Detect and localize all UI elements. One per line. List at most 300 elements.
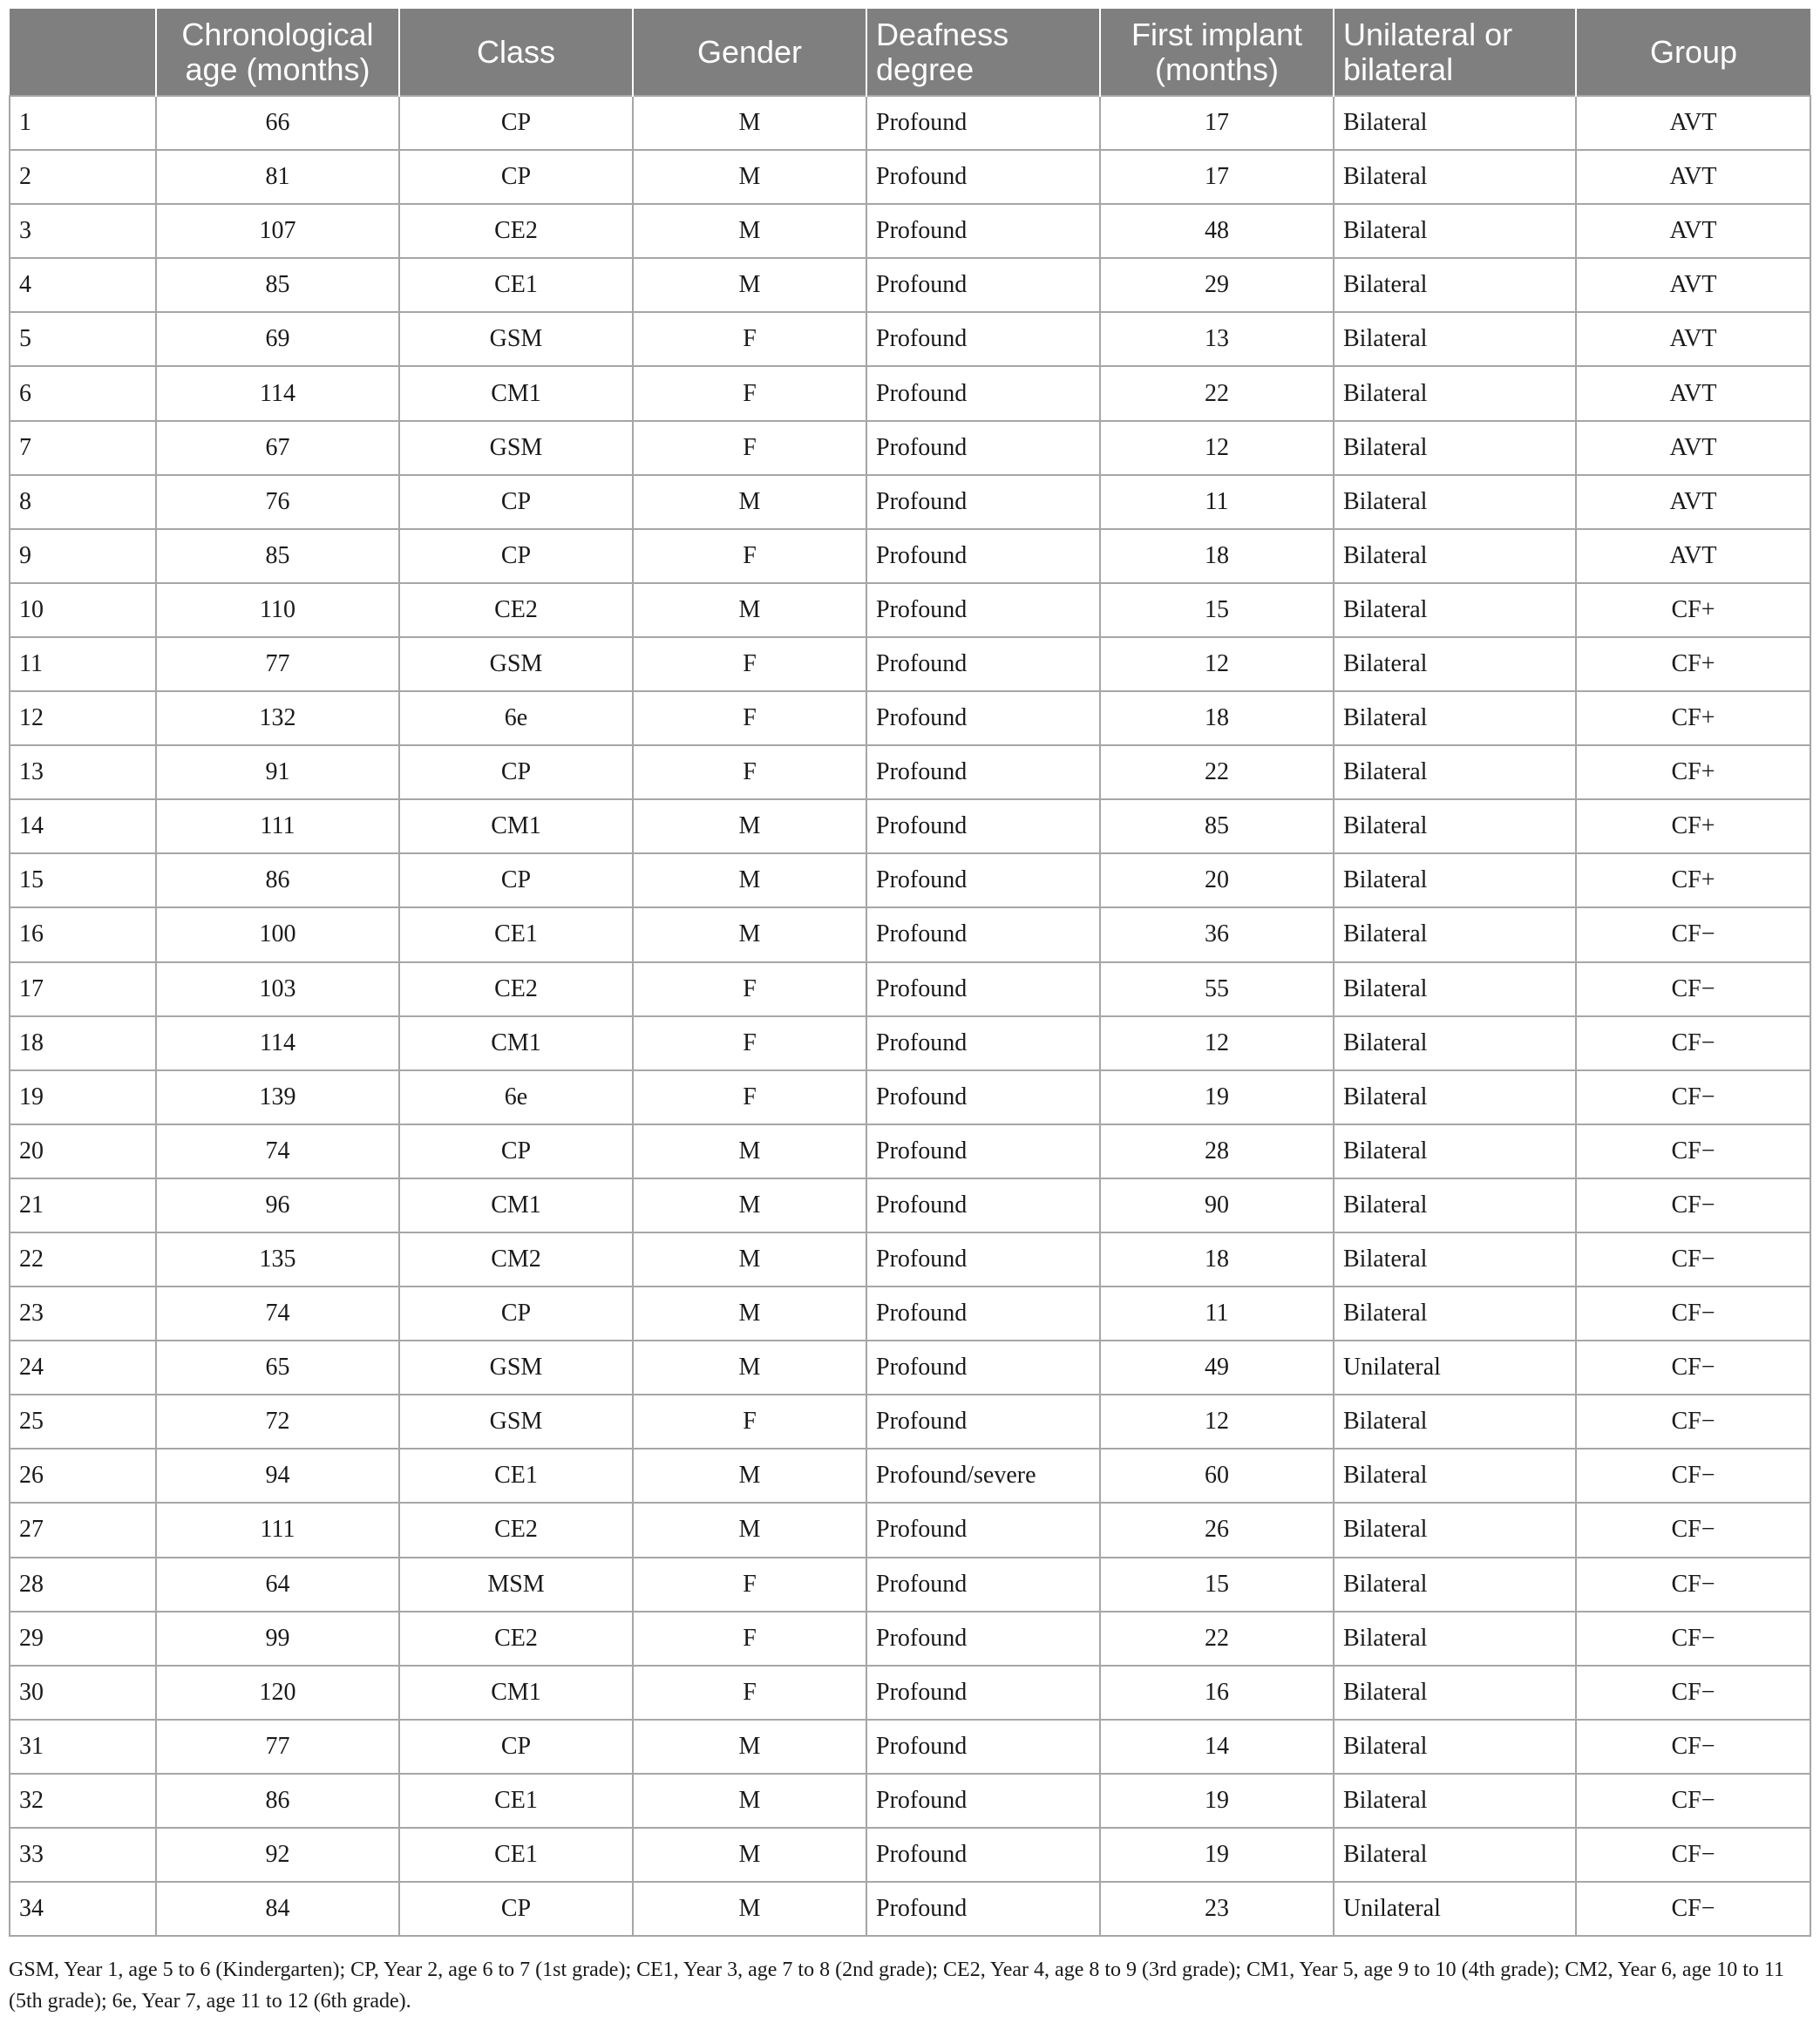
cell-gender: F	[633, 637, 866, 691]
header-unilateral-bilateral: Unilateral or bilateral	[1334, 9, 1576, 96]
cell-group: CF−	[1576, 1882, 1810, 1936]
cell-first-implant: 17	[1100, 150, 1334, 204]
cell-gender: F	[633, 1070, 866, 1124]
cell-deafness-degree: Profound	[866, 907, 1100, 961]
cell-deafness-degree: Profound	[866, 745, 1100, 799]
cell-group: AVT	[1576, 529, 1810, 583]
cell-deafness-degree: Profound	[866, 1666, 1100, 1720]
cell-first-implant: 55	[1100, 962, 1334, 1016]
table-row	[10, 637, 1810, 691]
cell-class: CP	[399, 1124, 633, 1178]
cell-gender: M	[633, 1341, 866, 1395]
cell-deafness-degree: Profound	[866, 312, 1100, 366]
cell-participant-id: 21	[10, 1178, 156, 1232]
cell-participant-id: 10	[10, 583, 156, 637]
cell-chronological-age: 91	[156, 745, 399, 799]
cell-unilateral-bilateral: Bilateral	[1334, 583, 1576, 637]
cell-chronological-age: 74	[156, 1287, 399, 1341]
cell-deafness-degree: Profound	[866, 1395, 1100, 1449]
table-row	[10, 1178, 1810, 1232]
cell-gender: M	[633, 1287, 866, 1341]
table-row	[10, 1774, 1810, 1828]
cell-gender: M	[633, 799, 866, 853]
cell-chronological-age: 103	[156, 962, 399, 1016]
table-row	[10, 150, 1810, 204]
cell-first-implant: 16	[1100, 1666, 1334, 1720]
cell-chronological-age: 100	[156, 907, 399, 961]
cell-gender: F	[633, 312, 866, 366]
cell-chronological-age: 92	[156, 1828, 399, 1882]
cell-chronological-age: 111	[156, 799, 399, 853]
cell-group: CF−	[1576, 1395, 1810, 1449]
cell-chronological-age: 139	[156, 1070, 399, 1124]
cell-unilateral-bilateral: Bilateral	[1334, 1070, 1576, 1124]
cell-unilateral-bilateral: Bilateral	[1334, 1124, 1576, 1178]
cell-group: AVT	[1576, 421, 1810, 475]
cell-class: CP	[399, 96, 633, 150]
cell-gender: M	[633, 150, 866, 204]
cell-deafness-degree: Profound	[866, 204, 1100, 258]
cell-participant-id: 31	[10, 1720, 156, 1774]
header-participant-id	[10, 9, 156, 96]
cell-gender: F	[633, 1395, 866, 1449]
table-row	[10, 1070, 1810, 1124]
cell-group: CF+	[1576, 691, 1810, 745]
cell-group: CF−	[1576, 1828, 1810, 1882]
cell-first-implant: 22	[1100, 366, 1334, 420]
cell-participant-id: 29	[10, 1612, 156, 1666]
cell-participant-id: 7	[10, 421, 156, 475]
cell-unilateral-bilateral: Bilateral	[1334, 150, 1576, 204]
cell-first-implant: 12	[1100, 1395, 1334, 1449]
table-row	[10, 366, 1810, 420]
cell-group: CF−	[1576, 1612, 1810, 1666]
cell-group: CF+	[1576, 745, 1810, 799]
cell-unilateral-bilateral: Bilateral	[1334, 1178, 1576, 1232]
cell-first-implant: 15	[1100, 1558, 1334, 1612]
cell-first-implant: 49	[1100, 1341, 1334, 1395]
cell-chronological-age: 135	[156, 1232, 399, 1287]
cell-gender: M	[633, 1828, 866, 1882]
cell-chronological-age: 72	[156, 1395, 399, 1449]
cell-deafness-degree: Profound	[866, 258, 1100, 312]
cell-chronological-age: 94	[156, 1449, 399, 1503]
table-row	[10, 258, 1810, 312]
table-row	[10, 1503, 1810, 1557]
cell-first-implant: 36	[1100, 907, 1334, 961]
table-row	[10, 312, 1810, 366]
cell-deafness-degree: Profound	[866, 1124, 1100, 1178]
cell-gender: F	[633, 421, 866, 475]
cell-group: CF−	[1576, 907, 1810, 961]
cell-deafness-degree: Profound	[866, 1503, 1100, 1557]
table-row	[10, 1828, 1810, 1882]
cell-class: CM1	[399, 1666, 633, 1720]
cell-gender: F	[633, 1558, 866, 1612]
cell-class: GSM	[399, 637, 633, 691]
header-class: Class	[399, 9, 633, 96]
cell-chronological-age: 84	[156, 1882, 399, 1936]
cell-gender: M	[633, 1720, 866, 1774]
cell-group: CF−	[1576, 1178, 1810, 1232]
cell-participant-id: 26	[10, 1449, 156, 1503]
cell-gender: M	[633, 96, 866, 150]
cell-chronological-age: 120	[156, 1666, 399, 1720]
cell-deafness-degree: Profound	[866, 1070, 1100, 1124]
cell-deafness-degree: Profound	[866, 1287, 1100, 1341]
cell-participant-id: 1	[10, 96, 156, 150]
cell-group: CF−	[1576, 1016, 1810, 1070]
cell-gender: M	[633, 258, 866, 312]
table-row	[10, 96, 1810, 150]
cell-class: GSM	[399, 1395, 633, 1449]
cell-unilateral-bilateral: Bilateral	[1334, 96, 1576, 150]
cell-unilateral-bilateral: Bilateral	[1334, 1016, 1576, 1070]
cell-unilateral-bilateral: Bilateral	[1334, 1395, 1576, 1449]
cell-first-implant: 11	[1100, 475, 1334, 529]
cell-first-implant: 17	[1100, 96, 1334, 150]
cell-participant-id: 25	[10, 1395, 156, 1449]
cell-deafness-degree: Profound	[866, 1016, 1100, 1070]
cell-unilateral-bilateral: Bilateral	[1334, 1449, 1576, 1503]
table-row	[10, 583, 1810, 637]
cell-unilateral-bilateral: Unilateral	[1334, 1341, 1576, 1395]
table-row	[10, 421, 1810, 475]
cell-class: CM2	[399, 1232, 633, 1287]
header-chronological-age: Chronological age (months)	[156, 9, 399, 96]
cell-participant-id: 17	[10, 962, 156, 1016]
table-row	[10, 1666, 1810, 1720]
table-row	[10, 853, 1810, 907]
cell-deafness-degree: Profound	[866, 1178, 1100, 1232]
cell-unilateral-bilateral: Bilateral	[1334, 366, 1576, 420]
table-row	[10, 691, 1810, 745]
cell-unilateral-bilateral: Bilateral	[1334, 637, 1576, 691]
cell-deafness-degree: Profound	[866, 1341, 1100, 1395]
cell-class: CE2	[399, 204, 633, 258]
cell-deafness-degree: Profound	[866, 962, 1100, 1016]
cell-first-implant: 85	[1100, 799, 1334, 853]
cell-class: MSM	[399, 1558, 633, 1612]
cell-gender: F	[633, 745, 866, 799]
cell-gender: M	[633, 853, 866, 907]
cell-unilateral-bilateral: Bilateral	[1334, 1287, 1576, 1341]
cell-deafness-degree: Profound	[866, 1558, 1100, 1612]
cell-unilateral-bilateral: Bilateral	[1334, 1666, 1576, 1720]
cell-group: AVT	[1576, 366, 1810, 420]
cell-chronological-age: 85	[156, 529, 399, 583]
cell-chronological-age: 86	[156, 853, 399, 907]
cell-first-implant: 15	[1100, 583, 1334, 637]
cell-class: CP	[399, 150, 633, 204]
cell-chronological-age: 114	[156, 366, 399, 420]
cell-chronological-age: 114	[156, 1016, 399, 1070]
cell-chronological-age: 65	[156, 1341, 399, 1395]
cell-participant-id: 11	[10, 637, 156, 691]
table-footnote: GSM, Year 1, age 5 to 6 (Kindergarten); CP, Year 2, age 6 to 7 (1st grade); CE1, Year 3, age 7 to 8 (2nd grade); CE2, Year 4, age 8 to 9 (3rd grade); CM1, Year 5, age 9 to 10 (4th grade); CM2, Year 6, age 10 to 11 (5th grade); 6e, Year 7, age 11 to 12 (6th grade).	[9, 1959, 1784, 2013]
cell-gender: M	[633, 1449, 866, 1503]
table-body	[10, 96, 1810, 1936]
cell-unilateral-bilateral: Bilateral	[1334, 1503, 1576, 1557]
cell-class: CP	[399, 1287, 633, 1341]
cell-first-implant: 13	[1100, 312, 1334, 366]
cell-gender: F	[633, 529, 866, 583]
cell-unilateral-bilateral: Bilateral	[1334, 1828, 1576, 1882]
cell-deafness-degree: Profound	[866, 529, 1100, 583]
cell-unilateral-bilateral: Bilateral	[1334, 1558, 1576, 1612]
cell-unilateral-bilateral: Bilateral	[1334, 258, 1576, 312]
cell-class: CP	[399, 1882, 633, 1936]
cell-unilateral-bilateral: Bilateral	[1334, 691, 1576, 745]
cell-class: CE2	[399, 962, 633, 1016]
cell-class: CE1	[399, 1828, 633, 1882]
cell-class: CE2	[399, 583, 633, 637]
cell-class: CE1	[399, 907, 633, 961]
cell-chronological-age: 77	[156, 1720, 399, 1774]
cell-first-implant: 19	[1100, 1774, 1334, 1828]
cell-chronological-age: 74	[156, 1124, 399, 1178]
cell-participant-id: 12	[10, 691, 156, 745]
cell-group: CF−	[1576, 1287, 1810, 1341]
table-row	[10, 1449, 1810, 1503]
cell-gender: M	[633, 1503, 866, 1557]
cell-class: GSM	[399, 1341, 633, 1395]
cell-deafness-degree: Profound	[866, 691, 1100, 745]
cell-chronological-age: 81	[156, 150, 399, 204]
cell-participant-id: 9	[10, 529, 156, 583]
cell-participant-id: 8	[10, 475, 156, 529]
cell-unilateral-bilateral: Bilateral	[1334, 1232, 1576, 1287]
cell-group: CF−	[1576, 1774, 1810, 1828]
cell-class: CE1	[399, 258, 633, 312]
cell-deafness-degree: Profound	[866, 1774, 1100, 1828]
cell-first-implant: 28	[1100, 1124, 1334, 1178]
cell-group: CF+	[1576, 637, 1810, 691]
cell-participant-id: 30	[10, 1666, 156, 1720]
cell-first-implant: 14	[1100, 1720, 1334, 1774]
cell-deafness-degree: Profound	[866, 1828, 1100, 1882]
cell-gender: M	[633, 1774, 866, 1828]
cell-chronological-age: 85	[156, 258, 399, 312]
cell-chronological-age: 69	[156, 312, 399, 366]
cell-chronological-age: 132	[156, 691, 399, 745]
cell-group: AVT	[1576, 258, 1810, 312]
cell-class: GSM	[399, 421, 633, 475]
cell-class: CM1	[399, 1178, 633, 1232]
cell-unilateral-bilateral: Bilateral	[1334, 312, 1576, 366]
cell-unilateral-bilateral: Bilateral	[1334, 745, 1576, 799]
cell-group: CF−	[1576, 1341, 1810, 1395]
cell-group: CF−	[1576, 1503, 1810, 1557]
cell-group: CF−	[1576, 1449, 1810, 1503]
cell-first-implant: 12	[1100, 637, 1334, 691]
cell-class: 6e	[399, 1070, 633, 1124]
cell-participant-id: 14	[10, 799, 156, 853]
cell-chronological-age: 76	[156, 475, 399, 529]
cell-class: CP	[399, 475, 633, 529]
cell-unilateral-bilateral: Bilateral	[1334, 799, 1576, 853]
cell-first-implant: 60	[1100, 1449, 1334, 1503]
cell-unilateral-bilateral: Bilateral	[1334, 421, 1576, 475]
table-row	[10, 1882, 1810, 1936]
table-row	[10, 745, 1810, 799]
table-header	[10, 9, 1810, 96]
cell-unilateral-bilateral: Bilateral	[1334, 529, 1576, 583]
cell-group: CF−	[1576, 1666, 1810, 1720]
cell-first-implant: 19	[1100, 1828, 1334, 1882]
cell-class: CM1	[399, 1016, 633, 1070]
cell-chronological-age: 77	[156, 637, 399, 691]
cell-chronological-age: 99	[156, 1612, 399, 1666]
cell-group: AVT	[1576, 475, 1810, 529]
cell-participant-id: 13	[10, 745, 156, 799]
cell-participant-id: 4	[10, 258, 156, 312]
table-row	[10, 962, 1810, 1016]
cell-chronological-age: 67	[156, 421, 399, 475]
cell-class: GSM	[399, 312, 633, 366]
cell-chronological-age: 111	[156, 1503, 399, 1557]
cell-gender: M	[633, 907, 866, 961]
cell-class: CM1	[399, 799, 633, 853]
table-row	[10, 799, 1810, 853]
cell-deafness-degree: Profound	[866, 96, 1100, 150]
cell-gender: M	[633, 1232, 866, 1287]
cell-first-implant: 90	[1100, 1178, 1334, 1232]
cell-deafness-degree: Profound	[866, 853, 1100, 907]
cell-first-implant: 22	[1100, 745, 1334, 799]
cell-participant-id: 6	[10, 366, 156, 420]
cell-first-implant: 18	[1100, 1232, 1334, 1287]
cell-participant-id: 19	[10, 1070, 156, 1124]
cell-participant-id: 34	[10, 1882, 156, 1936]
cell-first-implant: 18	[1100, 529, 1334, 583]
cell-class: CP	[399, 853, 633, 907]
cell-participant-id: 24	[10, 1341, 156, 1395]
cell-first-implant: 48	[1100, 204, 1334, 258]
participant-table-container	[9, 9, 1810, 1937]
cell-gender: M	[633, 1178, 866, 1232]
cell-class: 6e	[399, 691, 633, 745]
cell-group: CF+	[1576, 853, 1810, 907]
cell-deafness-degree: Profound	[866, 1882, 1100, 1936]
cell-first-implant: 19	[1100, 1070, 1334, 1124]
cell-gender: F	[633, 1666, 866, 1720]
cell-gender: M	[633, 1882, 866, 1936]
header-gender: Gender	[633, 9, 866, 96]
cell-group: AVT	[1576, 312, 1810, 366]
cell-group: AVT	[1576, 96, 1810, 150]
table-row	[10, 1612, 1810, 1666]
cell-first-implant: 12	[1100, 421, 1334, 475]
cell-gender: F	[633, 1612, 866, 1666]
cell-class: CP	[399, 1720, 633, 1774]
cell-unilateral-bilateral: Bilateral	[1334, 1774, 1576, 1828]
cell-group: CF+	[1576, 799, 1810, 853]
cell-deafness-degree: Profound	[866, 583, 1100, 637]
table-row	[10, 1124, 1810, 1178]
table-row	[10, 1232, 1810, 1287]
table-row	[10, 1287, 1810, 1341]
cell-participant-id: 28	[10, 1558, 156, 1612]
header-row	[10, 9, 1810, 96]
cell-class: CP	[399, 745, 633, 799]
table-row	[10, 1720, 1810, 1774]
cell-unilateral-bilateral: Bilateral	[1334, 962, 1576, 1016]
cell-unilateral-bilateral: Unilateral	[1334, 1882, 1576, 1936]
cell-chronological-age: 107	[156, 204, 399, 258]
cell-participant-id: 2	[10, 150, 156, 204]
cell-class: CE2	[399, 1612, 633, 1666]
cell-deafness-degree: Profound	[866, 1232, 1100, 1287]
participant-table	[9, 9, 1811, 1937]
header-group: Group	[1576, 9, 1810, 96]
cell-participant-id: 20	[10, 1124, 156, 1178]
cell-participant-id: 33	[10, 1828, 156, 1882]
cell-class: CM1	[399, 366, 633, 420]
cell-group: CF−	[1576, 1070, 1810, 1124]
cell-gender: M	[633, 1124, 866, 1178]
cell-chronological-age: 86	[156, 1774, 399, 1828]
cell-unilateral-bilateral: Bilateral	[1334, 475, 1576, 529]
cell-class: CP	[399, 529, 633, 583]
cell-deafness-degree: Profound	[866, 150, 1100, 204]
cell-first-implant: 11	[1100, 1287, 1334, 1341]
cell-gender: F	[633, 366, 866, 420]
cell-group: CF+	[1576, 583, 1810, 637]
cell-group: CF−	[1576, 1720, 1810, 1774]
table-row	[10, 1395, 1810, 1449]
cell-unilateral-bilateral: Bilateral	[1334, 1612, 1576, 1666]
cell-deafness-degree: Profound/severe	[866, 1449, 1100, 1503]
cell-first-implant: 20	[1100, 853, 1334, 907]
cell-first-implant: 29	[1100, 258, 1334, 312]
cell-deafness-degree: Profound	[866, 1612, 1100, 1666]
cell-gender: F	[633, 1016, 866, 1070]
cell-class: CE2	[399, 1503, 633, 1557]
cell-group: AVT	[1576, 150, 1810, 204]
cell-group: CF−	[1576, 1124, 1810, 1178]
table-row	[10, 529, 1810, 583]
cell-group: CF−	[1576, 1232, 1810, 1287]
cell-deafness-degree: Profound	[866, 637, 1100, 691]
cell-class: CE1	[399, 1774, 633, 1828]
cell-deafness-degree: Profound	[866, 1720, 1100, 1774]
table-row	[10, 475, 1810, 529]
cell-participant-id: 16	[10, 907, 156, 961]
cell-participant-id: 23	[10, 1287, 156, 1341]
cell-chronological-age: 96	[156, 1178, 399, 1232]
cell-deafness-degree: Profound	[866, 366, 1100, 420]
table-row	[10, 1016, 1810, 1070]
cell-gender: M	[633, 475, 866, 529]
cell-deafness-degree: Profound	[866, 799, 1100, 853]
cell-group: CF−	[1576, 1558, 1810, 1612]
header-deafness-degree: Deafness degree	[866, 9, 1100, 96]
cell-unilateral-bilateral: Bilateral	[1334, 1720, 1576, 1774]
cell-participant-id: 18	[10, 1016, 156, 1070]
cell-first-implant: 26	[1100, 1503, 1334, 1557]
cell-first-implant: 23	[1100, 1882, 1334, 1936]
cell-first-implant: 18	[1100, 691, 1334, 745]
cell-unilateral-bilateral: Bilateral	[1334, 907, 1576, 961]
cell-group: AVT	[1576, 204, 1810, 258]
cell-gender: F	[633, 691, 866, 745]
cell-deafness-degree: Profound	[866, 421, 1100, 475]
cell-first-implant: 12	[1100, 1016, 1334, 1070]
cell-group: CF−	[1576, 962, 1810, 1016]
cell-gender: F	[633, 962, 866, 1016]
cell-chronological-age: 64	[156, 1558, 399, 1612]
